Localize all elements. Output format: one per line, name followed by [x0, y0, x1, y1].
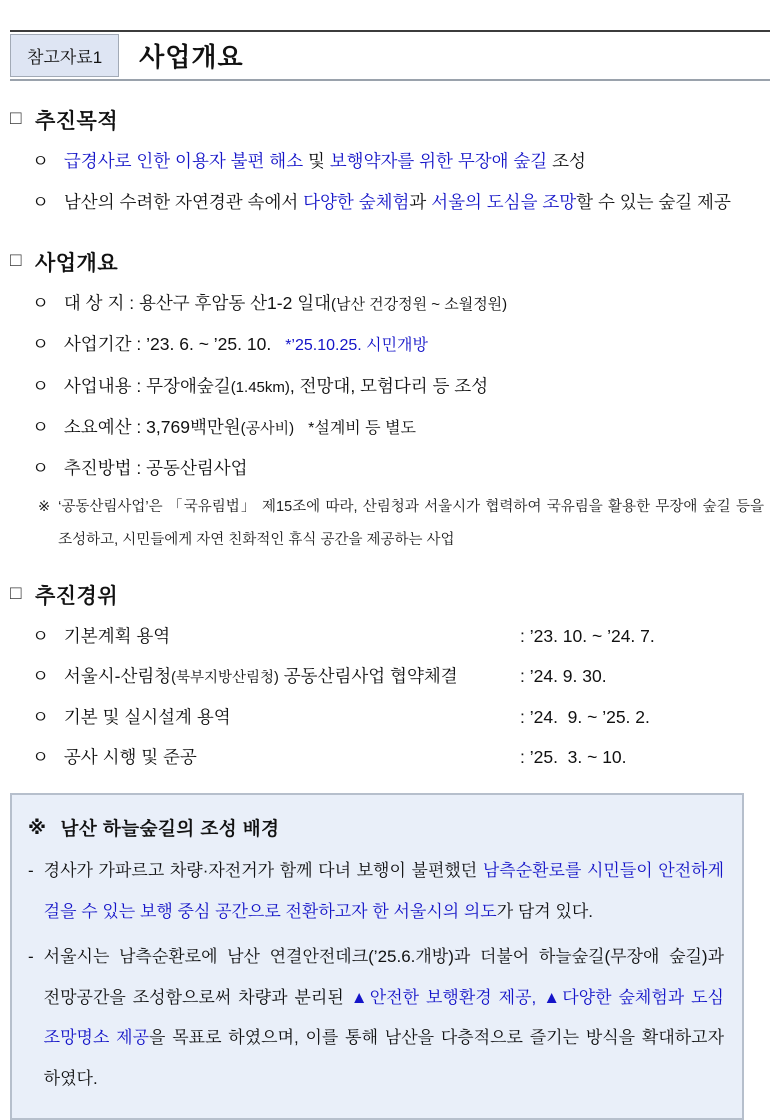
section-heading-label: 사업개요 [34, 252, 119, 276]
circle-bullet-icon: ㅇ [32, 626, 49, 647]
history-row-2 [10, 656, 770, 696]
circle-bullet-icon: ㅇ [32, 666, 49, 687]
section-heading-history [10, 580, 770, 610]
history-row-4 [10, 737, 770, 777]
purpose-bullet-1 [10, 141, 770, 182]
plain-text: 조성 [547, 151, 586, 171]
note-paragraph-2-text [44, 937, 724, 1100]
highlight-text: 보행약자를 위한 무장애 숲길 [329, 151, 548, 171]
plain-text: 및 [303, 151, 330, 171]
circle-bullet-icon: ㅇ [32, 151, 49, 171]
purpose-bullet-1-text [64, 141, 770, 182]
colon: : [136, 334, 142, 355]
overview-item-method-text [64, 448, 770, 489]
item-value: 3,769백만원 [146, 416, 241, 437]
reference-mark-icon: ※ [28, 817, 47, 839]
overview-footnote-text: ‘공동산림사업’은 「국유림법」 제15조에 따라, 산림청과 서울시가 협력하여 국유림을 활용한 무장애 숲길 등을 조성하고, 시민들에게 자연 친화적인 휴식 공간을 제공하는 사업 [58, 498, 764, 548]
plain-text: 남산의 수려한 자연경관 속에서 [63, 192, 304, 213]
history-row-4-date: : ’25. 3. ~ 10. [520, 746, 627, 767]
history-row-2-label [32, 656, 520, 696]
overview-footnote [10, 491, 770, 556]
overview-item-method [10, 448, 770, 489]
document-header [10, 30, 770, 81]
item-value-small: (1.45km) [230, 378, 290, 396]
history-row-3 [10, 697, 770, 737]
item-label: 추진방법 [63, 457, 132, 478]
dash-bullet-icon: - [28, 861, 34, 881]
purpose-bullet-2 [10, 182, 770, 223]
history-label-text: 공사 시행 및 준공 [63, 746, 197, 767]
highlight-text: ▲다양한 숲체험과 도심 조망명소 제공 [43, 987, 724, 1048]
document-page [0, 30, 780, 1120]
history-label-small: (북부지방산림청) [171, 670, 279, 687]
circle-bullet-icon: ㅇ [32, 375, 49, 396]
note-paragraph-1 [28, 851, 724, 933]
item-value: , 전망대, 모험다리 등 조성 [289, 375, 489, 396]
item-label: 대 상 지 [63, 293, 125, 314]
square-bullet-icon: □ [10, 250, 22, 272]
note-paragraph-2 [28, 937, 724, 1100]
item-label: 사업기간 [63, 334, 132, 355]
history-label-text: 기본계획 용역 [63, 626, 171, 647]
note-box-title-text: 남산 하늘숲길의 조성 배경 [60, 818, 280, 840]
highlight-text: 남측순환로를 시민들이 안전하게 걸을 수 있는 보행 중심 공간으로 전환하고자 한 서울시의 의도 [43, 861, 724, 921]
circle-bullet-icon: ㅇ [32, 457, 49, 478]
overview-item-period-text [64, 324, 770, 365]
square-bullet-icon: □ [10, 108, 22, 129]
overview-item-budget [10, 407, 770, 448]
circle-bullet-icon: ㅇ [32, 293, 49, 314]
section-heading-purpose [10, 105, 770, 135]
note-paragraph-1-text [44, 851, 724, 933]
circle-bullet-icon: ㅇ [32, 334, 49, 355]
square-bullet-icon: □ [10, 583, 22, 605]
item-label: 소요예산 [63, 416, 132, 437]
item-value-small: (공사비) [240, 419, 295, 437]
circle-bullet-icon: ㅇ [32, 706, 49, 727]
item-note-blue: *’25.10.25. 시민개방 [285, 337, 428, 355]
plain-text: 경사가 가파르고 차량·자전거가 함께 다녀 보행이 불편했던 [43, 861, 483, 881]
colon: : [136, 457, 142, 478]
overview-item-budget-text [64, 407, 770, 448]
history-row-1-date: : ’23. 10. ~ ’24. 7. [520, 626, 655, 647]
history-row-2-date: : ’24. 9. 30. [520, 666, 607, 687]
colon: : [136, 416, 142, 437]
plain-text: 서울시-산림청 [63, 666, 172, 687]
item-value: ’23. 6. ~ ’25. 10. [146, 334, 272, 355]
purpose-bullet-2-text [64, 182, 770, 223]
section-heading-label: 추진목적 [34, 110, 119, 133]
highlight-text: 서울의 도심을 조망 [431, 192, 577, 213]
circle-bullet-icon: ㅇ [32, 192, 49, 213]
plain-text: 과 [409, 192, 432, 213]
reference-mark-icon: ※ [38, 498, 51, 515]
history-row-4-label [32, 737, 520, 777]
item-value: 무장애숲길 [146, 375, 231, 396]
overview-item-period [10, 324, 770, 365]
overview-item-site [10, 283, 770, 324]
plain-text: 할 수 있는 숲길 제공 [576, 192, 731, 213]
item-label: 사업내용 [63, 375, 132, 396]
plain-text: 서울시는 남측순환로에 남산 연결안전데크(’25.6.개방)과 더불어 하늘숲길(무장애 숲길)과 전망공간을 조성함으로써 차량과 분리된 [43, 946, 724, 1007]
history-row-3-label [32, 697, 520, 737]
reference-tag: 참고자료1 [10, 34, 119, 77]
overview-item-content [10, 366, 770, 407]
overview-item-site-text [64, 283, 770, 324]
history-row-1 [10, 616, 770, 656]
plain-text: 가 담겨 있다. [496, 901, 594, 921]
page-title: 사업개요 [139, 42, 244, 72]
history-row-1-label [32, 616, 520, 656]
history-row-3-date: : ’24. 9. ~ ’25. 2. [520, 706, 650, 727]
item-value: 용산구 후암동 산1-2 일대 [138, 293, 332, 314]
colon: : [129, 293, 135, 314]
plain-text: 을 목표로 하였으며, 이를 통해 남산을 다층적으로 즐기는 방식을 확대하고자 하였다. [43, 1028, 725, 1089]
background-note-box [10, 793, 744, 1120]
highlight-text: 다양한 숲체험 [303, 192, 410, 213]
section-heading-overview [10, 247, 770, 277]
note-box-title [28, 815, 724, 841]
item-value: 공동산림사업 [146, 457, 248, 478]
highlight-text: ▲안전한 보행환경 제공, [350, 987, 537, 1007]
item-note: *설계비 등 별도 [308, 419, 416, 437]
circle-bullet-icon: ㅇ [32, 416, 49, 437]
overview-item-content-text [64, 366, 770, 407]
circle-bullet-icon: ㅇ [32, 746, 49, 767]
item-value-small: (남산 건강정원 ~ 소월정원) [331, 296, 508, 314]
dash-bullet-icon: - [28, 946, 34, 966]
history-label-text [64, 656, 458, 696]
highlight-text: 급경사로 인한 이용자 불편 해소 [63, 151, 304, 171]
colon: : [136, 375, 142, 396]
plain-text: 공동산림사업 협약체결 [283, 666, 458, 687]
section-heading-label: 추진경위 [34, 585, 119, 609]
history-label-text: 기본 및 실시설계 용역 [63, 706, 231, 727]
